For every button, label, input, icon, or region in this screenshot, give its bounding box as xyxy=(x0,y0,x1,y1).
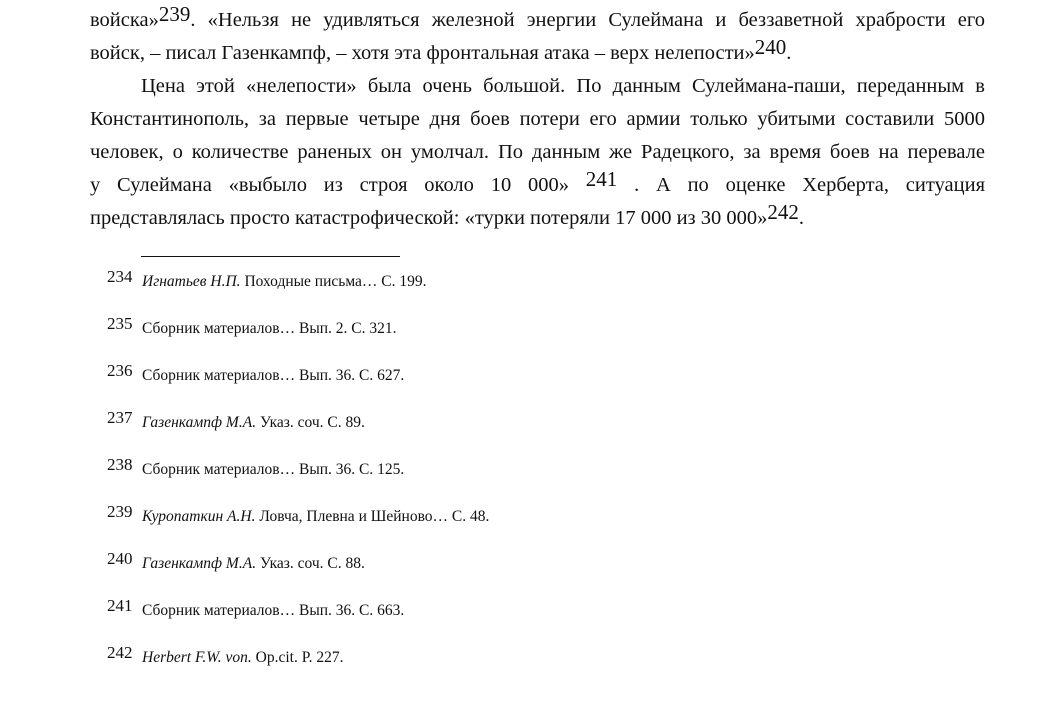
footnote-number: 235 xyxy=(107,314,133,333)
footnote-separator xyxy=(141,256,400,257)
footnote-text: Сборник материалов… Вып. 36. С. 125. xyxy=(142,461,405,478)
footnote-item xyxy=(107,267,1007,314)
footnote-text: Сборник материалов… Вып. 36. С. 663. xyxy=(142,602,405,619)
footnote-number: 239 xyxy=(107,502,133,521)
footnote-item xyxy=(107,361,1007,408)
footnote-number: 240 xyxy=(107,549,133,568)
body-line-7: представлялась просто катастрофической: «турки потеряли 17 000 из 30 000»$^{242}$. xyxy=(90,200,805,229)
footnote-number: 234 xyxy=(107,267,133,286)
footnote-text: Op.cit. P. 227. xyxy=(251,649,344,666)
footnote-number: 238 xyxy=(107,455,133,474)
body-line-1: войска»$^{239}$. «Нельзя не удивляться железной энергии Сулеймана и беззаветной храбрости его xyxy=(90,2,985,31)
footnote-author: Куропаткин А.Н. xyxy=(142,508,256,525)
footnote-item xyxy=(107,549,1007,596)
footnote-ref-239[interactable]: 239 xyxy=(158,2,191,26)
footnote-text: Сборник материалов… Вып. 2. С. 321. xyxy=(142,320,397,337)
footnote-item xyxy=(107,596,1007,643)
footnote-ref-240[interactable]: 240 xyxy=(754,35,787,59)
footnote-text: Походные письма… С. 199. xyxy=(240,273,427,290)
footnote-item xyxy=(107,408,1007,455)
footnote-item xyxy=(107,643,1007,690)
footnote-text: Сборник материалов… Вып. 36. С. 627. xyxy=(142,367,405,384)
body-line-4: Константинополь, за первые четыре дня боев потери его армии только убитыми составили 5000 xyxy=(90,108,985,130)
footnote-ref-242[interactable]: 242 xyxy=(767,200,799,224)
body-line-6: у Сулеймана «выбыло из строя около 10 000» $^{241}$ . А по оценке Херберта, ситуация xyxy=(90,167,986,196)
footnotes-list xyxy=(107,267,1007,690)
body-text xyxy=(90,4,985,235)
footnote-item xyxy=(107,314,1007,361)
footnote-number: 236 xyxy=(107,361,133,380)
footnote-text: Ловча, Плевна и Шейново… С. 48. xyxy=(255,508,490,525)
footnote-number: 242 xyxy=(107,643,133,662)
body-line-5: человек, о количестве раненых он умолчал. По данным же Радецкого, за время боев на перевале xyxy=(90,141,985,163)
footnote-text: Указ. соч. С. 88. xyxy=(256,555,365,572)
footnote-item xyxy=(107,455,1007,502)
footnote-number: 241 xyxy=(107,596,133,615)
footnote-text: Указ. соч. С. 89. xyxy=(256,414,365,431)
footnote-author: Игнатьев Н.П. xyxy=(142,273,241,290)
footnote-author: Herbert F.W. von. xyxy=(142,649,252,666)
footnote-item xyxy=(107,502,1007,549)
footnote-author: Газенкампф М.А. xyxy=(142,414,257,431)
footnote-author: Газенкампф М.А. xyxy=(142,555,257,572)
footnote-ref-241[interactable]: 241 xyxy=(585,167,618,191)
body-line-3: Цена этой «нелепости» была очень большой. По данным Сулеймана-паши, переданным в xyxy=(141,75,985,97)
body-line-2: войск, – писал Газенкампф, – хотя эта фронтальная атака – верх нелепости»$^{240}$. xyxy=(90,35,792,64)
footnote-number: 237 xyxy=(107,408,133,427)
